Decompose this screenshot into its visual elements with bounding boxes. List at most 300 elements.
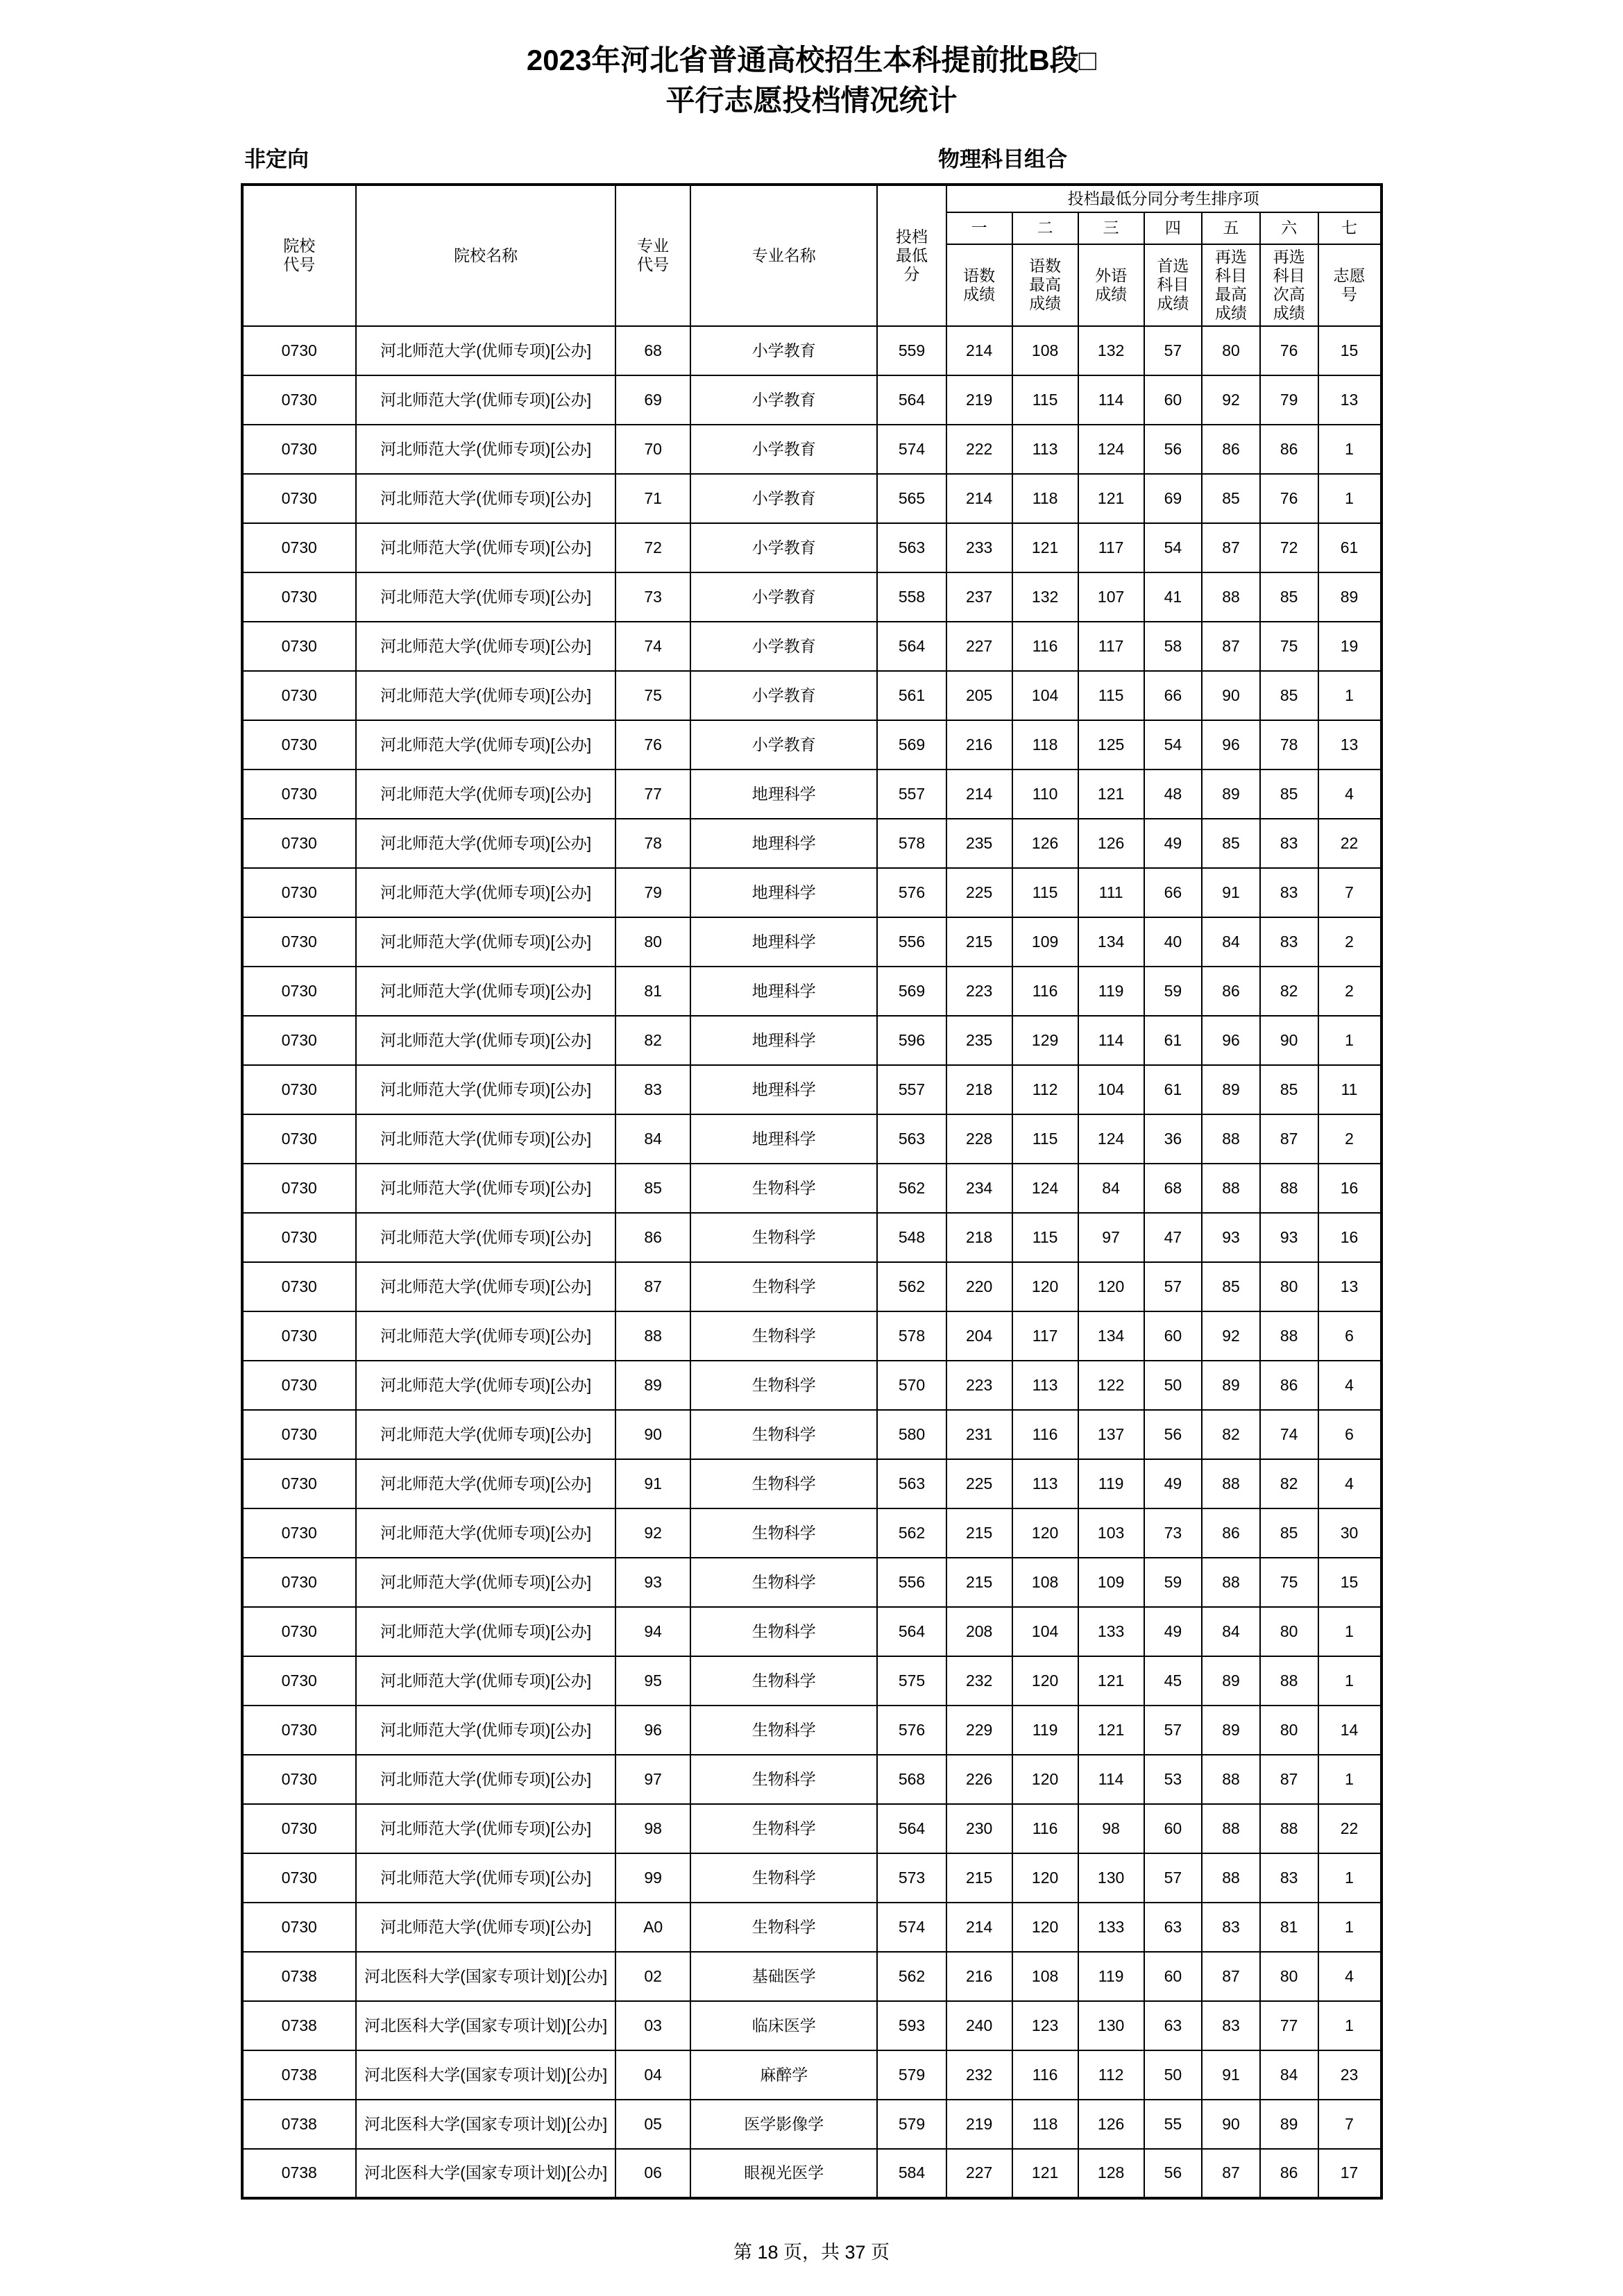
cell-preference-number: 1 bbox=[1318, 1903, 1382, 1952]
cell-chinese-math-score: 218 bbox=[946, 1065, 1012, 1114]
cell-school-code: 0730 bbox=[242, 671, 356, 720]
cell-second-subject-secondhighest: 88 bbox=[1260, 1311, 1318, 1361]
cell-major-code: 87 bbox=[615, 1262, 690, 1311]
cell-second-subject-secondhighest: 80 bbox=[1260, 1607, 1318, 1656]
cell-min-score: 563 bbox=[877, 1459, 946, 1508]
cell-first-subject-score: 50 bbox=[1144, 2050, 1203, 2100]
cell-chinese-math-highest: 120 bbox=[1012, 1903, 1078, 1952]
cell-second-subject-secondhighest: 72 bbox=[1260, 523, 1318, 572]
cell-major-code: 97 bbox=[615, 1755, 690, 1804]
cell-major-name: 地理科学 bbox=[690, 868, 877, 917]
cell-preference-number: 1 bbox=[1318, 425, 1382, 474]
cell-preference-number: 4 bbox=[1318, 1459, 1382, 1508]
cell-school-code: 0730 bbox=[242, 1706, 356, 1755]
cell-min-score: 563 bbox=[877, 1114, 946, 1164]
table-row bbox=[242, 1065, 1382, 1114]
table-row bbox=[242, 1361, 1382, 1410]
cell-preference-number: 19 bbox=[1318, 622, 1382, 671]
cell-school-name: 河北师范大学(优师专项)[公办] bbox=[356, 326, 615, 375]
cell-preference-number: 2 bbox=[1318, 967, 1382, 1016]
cell-school-code: 0730 bbox=[242, 523, 356, 572]
cell-second-subject-highest: 92 bbox=[1202, 375, 1260, 425]
cell-second-subject-highest: 85 bbox=[1202, 474, 1260, 523]
cell-preference-number: 6 bbox=[1318, 1410, 1382, 1459]
cell-second-subject-secondhighest: 88 bbox=[1260, 1656, 1318, 1706]
cell-second-subject-highest: 83 bbox=[1202, 2001, 1260, 2050]
cell-major-name: 地理科学 bbox=[690, 769, 877, 819]
cell-foreign-language-score: 133 bbox=[1078, 1903, 1144, 1952]
cell-min-score: 563 bbox=[877, 523, 946, 572]
cell-preference-number: 1 bbox=[1318, 474, 1382, 523]
table-row bbox=[242, 1213, 1382, 1262]
cell-major-name: 生物科学 bbox=[690, 1656, 877, 1706]
cell-school-name: 河北医科大学(国家专项计划)[公办] bbox=[356, 2001, 615, 2050]
cell-school-code: 0730 bbox=[242, 425, 356, 474]
cell-major-code: 75 bbox=[615, 671, 690, 720]
cell-major-name: 生物科学 bbox=[690, 1262, 877, 1311]
col-header-ordinal-2: 二 bbox=[1012, 212, 1078, 244]
cell-chinese-math-score: 205 bbox=[946, 671, 1012, 720]
cell-chinese-math-highest: 120 bbox=[1012, 1508, 1078, 1558]
cell-major-name: 生物科学 bbox=[690, 1213, 877, 1262]
cell-preference-number: 16 bbox=[1318, 1213, 1382, 1262]
cell-foreign-language-score: 122 bbox=[1078, 1361, 1144, 1410]
cell-min-score: 574 bbox=[877, 1903, 946, 1952]
table-row bbox=[242, 572, 1382, 622]
cell-chinese-math-score: 223 bbox=[946, 1361, 1012, 1410]
cell-school-code: 0738 bbox=[242, 1952, 356, 2001]
cell-major-name: 小学教育 bbox=[690, 375, 877, 425]
cell-first-subject-score: 69 bbox=[1144, 474, 1203, 523]
cell-first-subject-score: 57 bbox=[1144, 1706, 1203, 1755]
cell-foreign-language-score: 134 bbox=[1078, 1311, 1144, 1361]
cell-preference-number: 4 bbox=[1318, 1952, 1382, 2001]
cell-school-code: 0730 bbox=[242, 1361, 356, 1410]
page-title bbox=[0, 0, 1623, 121]
cell-school-name: 河北师范大学(优师专项)[公办] bbox=[356, 425, 615, 474]
cell-first-subject-score: 57 bbox=[1144, 1853, 1203, 1903]
cell-school-code: 0730 bbox=[242, 967, 356, 1016]
cell-second-subject-secondhighest: 76 bbox=[1260, 326, 1318, 375]
table-row bbox=[242, 2100, 1382, 2149]
cell-major-name: 生物科学 bbox=[690, 1853, 877, 1903]
cell-second-subject-secondhighest: 80 bbox=[1260, 1262, 1318, 1311]
cell-foreign-language-score: 121 bbox=[1078, 474, 1144, 523]
cell-first-subject-score: 57 bbox=[1144, 326, 1203, 375]
cell-school-name: 河北师范大学(优师专项)[公办] bbox=[356, 523, 615, 572]
cell-preference-number: 16 bbox=[1318, 1164, 1382, 1213]
cell-chinese-math-score: 219 bbox=[946, 2100, 1012, 2149]
cell-chinese-math-highest: 121 bbox=[1012, 2149, 1078, 2198]
cell-second-subject-highest: 90 bbox=[1202, 2100, 1260, 2149]
cell-chinese-math-highest: 104 bbox=[1012, 1607, 1078, 1656]
cell-first-subject-score: 48 bbox=[1144, 769, 1203, 819]
cell-min-score: 569 bbox=[877, 967, 946, 1016]
cell-first-subject-score: 54 bbox=[1144, 523, 1203, 572]
cell-major-code: 94 bbox=[615, 1607, 690, 1656]
cell-second-subject-highest: 92 bbox=[1202, 1311, 1260, 1361]
cell-second-subject-highest: 86 bbox=[1202, 425, 1260, 474]
cell-chinese-math-score: 214 bbox=[946, 1903, 1012, 1952]
cell-major-code: A0 bbox=[615, 1903, 690, 1952]
cell-school-name: 河北师范大学(优师专项)[公办] bbox=[356, 868, 615, 917]
col-header-first-subject-score: 首选 科目 成绩 bbox=[1144, 244, 1203, 326]
cell-first-subject-score: 47 bbox=[1144, 1213, 1203, 1262]
cell-first-subject-score: 63 bbox=[1144, 1903, 1203, 1952]
cell-chinese-math-highest: 116 bbox=[1012, 1804, 1078, 1853]
cell-major-name: 小学教育 bbox=[690, 425, 877, 474]
cell-first-subject-score: 57 bbox=[1144, 1262, 1203, 1311]
cell-chinese-math-highest: 108 bbox=[1012, 1952, 1078, 2001]
cell-chinese-math-score: 222 bbox=[946, 425, 1012, 474]
cell-school-code: 0730 bbox=[242, 1410, 356, 1459]
cell-second-subject-highest: 88 bbox=[1202, 1164, 1260, 1213]
cell-major-code: 06 bbox=[615, 2149, 690, 2198]
cell-preference-number: 22 bbox=[1318, 1804, 1382, 1853]
cell-school-code: 0730 bbox=[242, 1755, 356, 1804]
cell-school-code: 0730 bbox=[242, 1016, 356, 1065]
cell-school-code: 0730 bbox=[242, 1903, 356, 1952]
cell-chinese-math-highest: 104 bbox=[1012, 671, 1078, 720]
cell-major-name: 生物科学 bbox=[690, 1706, 877, 1755]
table-row bbox=[242, 819, 1382, 868]
table-row bbox=[242, 1262, 1382, 1311]
cell-chinese-math-score: 219 bbox=[946, 375, 1012, 425]
cell-school-name: 河北师范大学(优师专项)[公办] bbox=[356, 1361, 615, 1410]
cell-second-subject-secondhighest: 87 bbox=[1260, 1755, 1318, 1804]
cell-chinese-math-highest: 112 bbox=[1012, 1065, 1078, 1114]
cell-major-code: 88 bbox=[615, 1311, 690, 1361]
cell-school-code: 0730 bbox=[242, 1262, 356, 1311]
cell-foreign-language-score: 104 bbox=[1078, 1065, 1144, 1114]
cell-first-subject-score: 40 bbox=[1144, 917, 1203, 967]
cell-second-subject-highest: 82 bbox=[1202, 1410, 1260, 1459]
cell-school-name: 河北师范大学(优师专项)[公办] bbox=[356, 1164, 615, 1213]
cell-second-subject-secondhighest: 82 bbox=[1260, 967, 1318, 1016]
table-row bbox=[242, 1952, 1382, 2001]
table-row bbox=[242, 1410, 1382, 1459]
cell-first-subject-score: 49 bbox=[1144, 1607, 1203, 1656]
cell-major-name: 地理科学 bbox=[690, 967, 877, 1016]
cell-preference-number: 22 bbox=[1318, 819, 1382, 868]
cell-first-subject-score: 66 bbox=[1144, 868, 1203, 917]
cell-foreign-language-score: 128 bbox=[1078, 2149, 1144, 2198]
subheader-category-label: 非定向 bbox=[244, 146, 309, 171]
cell-major-code: 73 bbox=[615, 572, 690, 622]
cell-chinese-math-score: 234 bbox=[946, 1164, 1012, 1213]
cell-major-name: 地理科学 bbox=[690, 1065, 877, 1114]
cell-foreign-language-score: 121 bbox=[1078, 1656, 1144, 1706]
cell-chinese-math-score: 228 bbox=[946, 1114, 1012, 1164]
cell-first-subject-score: 59 bbox=[1144, 967, 1203, 1016]
cell-min-score: 558 bbox=[877, 572, 946, 622]
cell-second-subject-secondhighest: 83 bbox=[1260, 1853, 1318, 1903]
cell-chinese-math-score: 237 bbox=[946, 572, 1012, 622]
cell-second-subject-highest: 88 bbox=[1202, 1804, 1260, 1853]
cell-min-score: 574 bbox=[877, 425, 946, 474]
cell-preference-number: 11 bbox=[1318, 1065, 1382, 1114]
cell-second-subject-highest: 88 bbox=[1202, 1558, 1260, 1607]
cell-preference-number: 1 bbox=[1318, 671, 1382, 720]
cell-chinese-math-score: 216 bbox=[946, 1952, 1012, 2001]
cell-school-name: 河北师范大学(优师专项)[公办] bbox=[356, 1804, 615, 1853]
cell-min-score: 557 bbox=[877, 1065, 946, 1114]
cell-second-subject-highest: 87 bbox=[1202, 622, 1260, 671]
cell-foreign-language-score: 109 bbox=[1078, 1558, 1144, 1607]
cell-school-code: 0730 bbox=[242, 572, 356, 622]
cell-second-subject-highest: 80 bbox=[1202, 326, 1260, 375]
cell-foreign-language-score: 130 bbox=[1078, 1853, 1144, 1903]
cell-chinese-math-highest: 110 bbox=[1012, 769, 1078, 819]
cell-school-code: 0730 bbox=[242, 474, 356, 523]
cell-foreign-language-score: 98 bbox=[1078, 1804, 1144, 1853]
cell-chinese-math-score: 235 bbox=[946, 1016, 1012, 1065]
cell-school-code: 0730 bbox=[242, 1311, 356, 1361]
cell-first-subject-score: 49 bbox=[1144, 1459, 1203, 1508]
table-row bbox=[242, 1903, 1382, 1952]
cell-preference-number: 1 bbox=[1318, 1607, 1382, 1656]
cell-school-code: 0730 bbox=[242, 1213, 356, 1262]
cell-first-subject-score: 61 bbox=[1144, 1065, 1203, 1114]
cell-chinese-math-score: 223 bbox=[946, 967, 1012, 1016]
cell-school-name: 河北师范大学(优师专项)[公办] bbox=[356, 572, 615, 622]
table-row bbox=[242, 622, 1382, 671]
cell-second-subject-secondhighest: 86 bbox=[1260, 425, 1318, 474]
cell-first-subject-score: 49 bbox=[1144, 819, 1203, 868]
cell-foreign-language-score: 120 bbox=[1078, 1262, 1144, 1311]
cell-second-subject-secondhighest: 88 bbox=[1260, 1164, 1318, 1213]
cell-chinese-math-highest: 113 bbox=[1012, 1459, 1078, 1508]
table-row bbox=[242, 2001, 1382, 2050]
table-row bbox=[242, 720, 1382, 769]
cell-preference-number: 7 bbox=[1318, 868, 1382, 917]
cell-second-subject-highest: 93 bbox=[1202, 1213, 1260, 1262]
cell-school-code: 0730 bbox=[242, 769, 356, 819]
cell-preference-number: 89 bbox=[1318, 572, 1382, 622]
cell-second-subject-highest: 88 bbox=[1202, 1755, 1260, 1804]
cell-preference-number: 17 bbox=[1318, 2149, 1382, 2198]
cell-chinese-math-highest: 113 bbox=[1012, 1361, 1078, 1410]
cell-major-name: 临床医学 bbox=[690, 2001, 877, 2050]
cell-school-name: 河北医科大学(国家专项计划)[公办] bbox=[356, 2100, 615, 2149]
cell-second-subject-secondhighest: 83 bbox=[1260, 917, 1318, 967]
cell-chinese-math-score: 204 bbox=[946, 1311, 1012, 1361]
cell-chinese-math-score: 230 bbox=[946, 1804, 1012, 1853]
cell-school-code: 0730 bbox=[242, 1558, 356, 1607]
cell-foreign-language-score: 103 bbox=[1078, 1508, 1144, 1558]
cell-second-subject-secondhighest: 87 bbox=[1260, 1114, 1318, 1164]
cell-first-subject-score: 56 bbox=[1144, 1410, 1203, 1459]
cell-second-subject-secondhighest: 85 bbox=[1260, 671, 1318, 720]
cell-major-code: 92 bbox=[615, 1508, 690, 1558]
cell-min-score: 562 bbox=[877, 1164, 946, 1213]
cell-second-subject-secondhighest: 93 bbox=[1260, 1213, 1318, 1262]
cell-major-name: 生物科学 bbox=[690, 1607, 877, 1656]
cell-major-code: 91 bbox=[615, 1459, 690, 1508]
cell-major-code: 83 bbox=[615, 1065, 690, 1114]
title-line-2: 平行志愿投档情况统计 bbox=[665, 83, 958, 117]
cell-second-subject-highest: 84 bbox=[1202, 1607, 1260, 1656]
cell-school-code: 0730 bbox=[242, 1508, 356, 1558]
cell-foreign-language-score: 125 bbox=[1078, 720, 1144, 769]
cell-major-name: 基础医学 bbox=[690, 1952, 877, 2001]
table-row bbox=[242, 671, 1382, 720]
table-row bbox=[242, 1114, 1382, 1164]
cell-foreign-language-score: 84 bbox=[1078, 1164, 1144, 1213]
cell-preference-number: 15 bbox=[1318, 326, 1382, 375]
col-header-ordinal-3: 三 bbox=[1078, 212, 1144, 244]
cell-chinese-math-score: 214 bbox=[946, 474, 1012, 523]
cell-min-score: 579 bbox=[877, 2100, 946, 2149]
cell-foreign-language-score: 119 bbox=[1078, 1459, 1144, 1508]
cell-major-name: 生物科学 bbox=[690, 1558, 877, 1607]
cell-chinese-math-score: 233 bbox=[946, 523, 1012, 572]
col-header-chinese-math-highest: 语数 最高 成绩 bbox=[1012, 244, 1078, 326]
cell-first-subject-score: 56 bbox=[1144, 425, 1203, 474]
cell-min-score: 584 bbox=[877, 2149, 946, 2198]
cell-chinese-math-score: 227 bbox=[946, 2149, 1012, 2198]
cell-chinese-math-highest: 116 bbox=[1012, 1410, 1078, 1459]
cell-first-subject-score: 41 bbox=[1144, 572, 1203, 622]
cell-second-subject-secondhighest: 79 bbox=[1260, 375, 1318, 425]
cell-school-code: 0730 bbox=[242, 1164, 356, 1213]
table-row bbox=[242, 1311, 1382, 1361]
col-header-min-score: 投档 最低 分 bbox=[877, 185, 946, 326]
cell-chinese-math-score: 232 bbox=[946, 2050, 1012, 2100]
cell-second-subject-secondhighest: 75 bbox=[1260, 622, 1318, 671]
cell-chinese-math-score: 240 bbox=[946, 2001, 1012, 2050]
table-row bbox=[242, 967, 1382, 1016]
table-row bbox=[242, 1016, 1382, 1065]
cell-second-subject-secondhighest: 82 bbox=[1260, 1459, 1318, 1508]
cell-foreign-language-score: 132 bbox=[1078, 326, 1144, 375]
cell-foreign-language-score: 133 bbox=[1078, 1607, 1144, 1656]
cell-first-subject-score: 50 bbox=[1144, 1361, 1203, 1410]
cell-min-score: 565 bbox=[877, 474, 946, 523]
cell-min-score: 564 bbox=[877, 622, 946, 671]
table-row bbox=[242, 769, 1382, 819]
cell-second-subject-highest: 89 bbox=[1202, 1706, 1260, 1755]
cell-major-code: 02 bbox=[615, 1952, 690, 2001]
cell-chinese-math-score: 215 bbox=[946, 1558, 1012, 1607]
cell-first-subject-score: 60 bbox=[1144, 375, 1203, 425]
cell-second-subject-highest: 88 bbox=[1202, 1853, 1260, 1903]
cell-min-score: 561 bbox=[877, 671, 946, 720]
cell-chinese-math-score: 225 bbox=[946, 1459, 1012, 1508]
cell-school-code: 0730 bbox=[242, 1114, 356, 1164]
cell-school-name: 河北师范大学(优师专项)[公办] bbox=[356, 474, 615, 523]
cell-min-score: 568 bbox=[877, 1755, 946, 1804]
cell-first-subject-score: 63 bbox=[1144, 2001, 1203, 2050]
cell-preference-number: 13 bbox=[1318, 375, 1382, 425]
cell-major-name: 小学教育 bbox=[690, 572, 877, 622]
cell-major-code: 74 bbox=[615, 622, 690, 671]
cell-second-subject-secondhighest: 85 bbox=[1260, 1065, 1318, 1114]
cell-chinese-math-highest: 115 bbox=[1012, 868, 1078, 917]
cell-school-code: 0730 bbox=[242, 375, 356, 425]
cell-second-subject-highest: 88 bbox=[1202, 1459, 1260, 1508]
cell-min-score: 578 bbox=[877, 819, 946, 868]
table-row bbox=[242, 1755, 1382, 1804]
cell-major-code: 90 bbox=[615, 1410, 690, 1459]
cell-major-code: 70 bbox=[615, 425, 690, 474]
cell-chinese-math-score: 231 bbox=[946, 1410, 1012, 1459]
table-row bbox=[242, 1164, 1382, 1213]
cell-chinese-math-highest: 116 bbox=[1012, 2050, 1078, 2100]
cell-second-subject-highest: 89 bbox=[1202, 1065, 1260, 1114]
cell-major-code: 79 bbox=[615, 868, 690, 917]
table-row bbox=[242, 1607, 1382, 1656]
cell-major-code: 86 bbox=[615, 1213, 690, 1262]
table-row bbox=[242, 1459, 1382, 1508]
table-row bbox=[242, 326, 1382, 375]
cell-school-name: 河北师范大学(优师专项)[公办] bbox=[356, 671, 615, 720]
cell-school-code: 0730 bbox=[242, 720, 356, 769]
cell-second-subject-secondhighest: 80 bbox=[1260, 1706, 1318, 1755]
cell-second-subject-secondhighest: 84 bbox=[1260, 2050, 1318, 2100]
table-row bbox=[242, 375, 1382, 425]
cell-school-code: 0730 bbox=[242, 1607, 356, 1656]
cell-min-score: 556 bbox=[877, 917, 946, 967]
cell-chinese-math-highest: 124 bbox=[1012, 1164, 1078, 1213]
cell-major-code: 71 bbox=[615, 474, 690, 523]
cell-chinese-math-highest: 118 bbox=[1012, 2100, 1078, 2149]
cell-min-score: 569 bbox=[877, 720, 946, 769]
cell-chinese-math-highest: 116 bbox=[1012, 622, 1078, 671]
cell-second-subject-secondhighest: 78 bbox=[1260, 720, 1318, 769]
table-row bbox=[242, 425, 1382, 474]
col-header-foreign-language-score: 外语 成绩 bbox=[1078, 244, 1144, 326]
cell-school-name: 河北师范大学(优师专项)[公办] bbox=[356, 967, 615, 1016]
cell-school-name: 河北师范大学(优师专项)[公办] bbox=[356, 1903, 615, 1952]
cell-first-subject-score: 54 bbox=[1144, 720, 1203, 769]
cell-major-code: 05 bbox=[615, 2100, 690, 2149]
col-header-second-subject-highest: 再选 科目 最高 成绩 bbox=[1202, 244, 1260, 326]
cell-school-name: 河北师范大学(优师专项)[公办] bbox=[356, 1853, 615, 1903]
cell-foreign-language-score: 97 bbox=[1078, 1213, 1144, 1262]
cell-foreign-language-score: 124 bbox=[1078, 1114, 1144, 1164]
table-row bbox=[242, 523, 1382, 572]
cell-min-score: 575 bbox=[877, 1656, 946, 1706]
cell-second-subject-secondhighest: 85 bbox=[1260, 1508, 1318, 1558]
cell-school-name: 河北师范大学(优师专项)[公办] bbox=[356, 1410, 615, 1459]
cell-second-subject-highest: 91 bbox=[1202, 2050, 1260, 2100]
cell-major-name: 小学教育 bbox=[690, 326, 877, 375]
cell-major-code: 03 bbox=[615, 2001, 690, 2050]
cell-chinese-math-score: 208 bbox=[946, 1607, 1012, 1656]
cell-min-score: 559 bbox=[877, 326, 946, 375]
cell-chinese-math-score: 216 bbox=[946, 720, 1012, 769]
cell-foreign-language-score: 119 bbox=[1078, 1952, 1144, 2001]
cell-second-subject-secondhighest: 85 bbox=[1260, 769, 1318, 819]
cell-chinese-math-score: 214 bbox=[946, 326, 1012, 375]
cell-chinese-math-highest: 120 bbox=[1012, 1262, 1078, 1311]
cell-school-name: 河北师范大学(优师专项)[公办] bbox=[356, 1656, 615, 1706]
cell-second-subject-secondhighest: 88 bbox=[1260, 1804, 1318, 1853]
cell-foreign-language-score: 114 bbox=[1078, 375, 1144, 425]
subheader-row bbox=[0, 142, 1623, 173]
cell-min-score: 596 bbox=[877, 1016, 946, 1065]
page-footer: 第 18 页，共 37 页 bbox=[733, 2241, 890, 2263]
cell-chinese-math-highest: 109 bbox=[1012, 917, 1078, 967]
cell-chinese-math-score: 226 bbox=[946, 1755, 1012, 1804]
cell-preference-number: 1 bbox=[1318, 1755, 1382, 1804]
cell-min-score: 564 bbox=[877, 1607, 946, 1656]
cell-school-name: 河北师范大学(优师专项)[公办] bbox=[356, 720, 615, 769]
cell-second-subject-highest: 89 bbox=[1202, 1361, 1260, 1410]
cell-school-name: 河北师范大学(优师专项)[公办] bbox=[356, 1213, 615, 1262]
cell-school-name: 河北师范大学(优师专项)[公办] bbox=[356, 1311, 615, 1361]
